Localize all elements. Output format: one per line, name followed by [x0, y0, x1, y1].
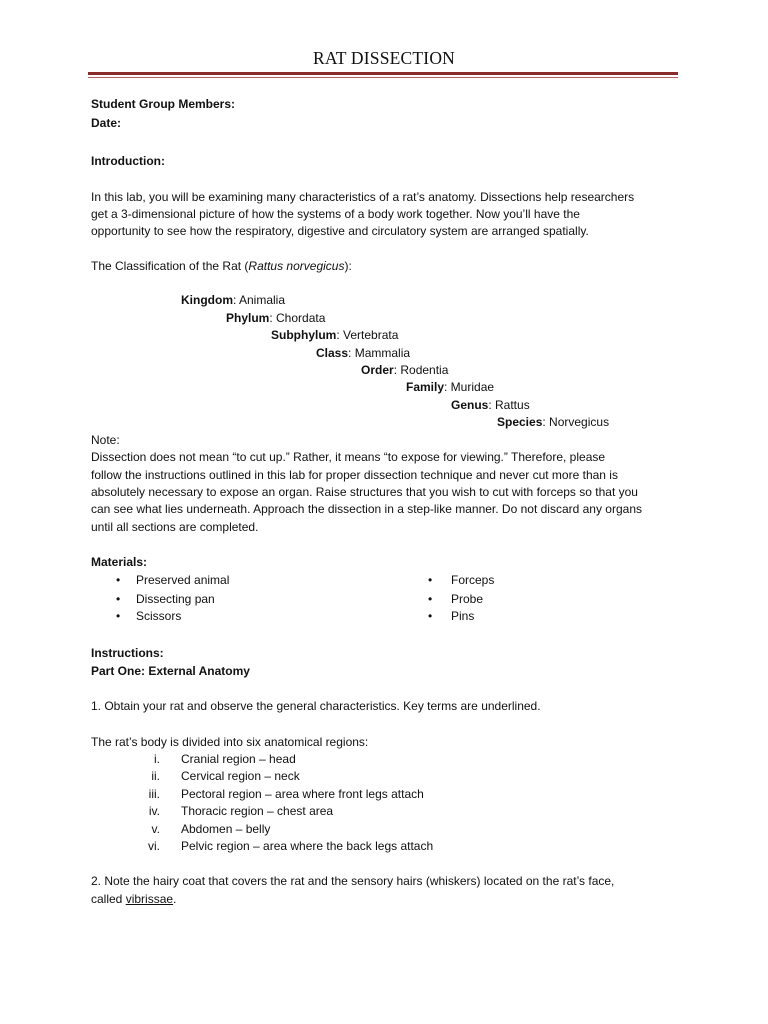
rank-label: Family: [406, 380, 445, 394]
rank-value: : Norvegicus: [542, 415, 610, 429]
rank-species: [497, 414, 609, 431]
material-item: Scissors: [136, 609, 182, 623]
rank-kingdom: [181, 292, 285, 309]
species-name: Rattus norvegicus: [248, 259, 345, 273]
rank-label: Class: [316, 346, 349, 360]
rank-value: : Vertebrata: [336, 328, 399, 342]
material-item: Preserved animal: [136, 573, 230, 587]
region-number: iii.: [148, 787, 160, 801]
rank-label: Subphylum: [271, 328, 337, 342]
title-rule-thin: [88, 77, 678, 78]
classification-prefix: The Classification of the Rat (: [91, 259, 249, 273]
rank-class: [316, 345, 410, 362]
region-number: iv.: [148, 804, 160, 818]
regions-intro: The rat’s body is divided into six anatomical regions:: [91, 735, 369, 749]
step-1: 1. Obtain your rat and observe the general characteristics. Key terms are underlined.: [91, 699, 541, 713]
note-line-1: Dissection does not mean “to cut up.” Rather, it means “to expose for viewing.” Therefore, please: [91, 450, 606, 464]
region-number: vi.: [148, 839, 160, 853]
region-text: Abdomen – belly: [181, 822, 271, 836]
rank-family: [406, 379, 494, 396]
bullet-icon: •: [428, 592, 433, 606]
note-line-2: follow the instructions outlined in this lab for proper dissection technique and never cut more than is: [91, 468, 618, 482]
bullet-icon: •: [116, 609, 121, 623]
rank-label: Genus: [451, 398, 489, 412]
rank-genus: [451, 397, 530, 414]
region-text: Cranial region – head: [181, 752, 296, 766]
title-rule-thick: [88, 72, 678, 75]
note-line-5: until all sections are completed.: [91, 520, 259, 534]
region-number: v.: [151, 822, 160, 836]
material-item: Probe: [451, 592, 484, 606]
materials-heading: Materials:: [91, 555, 148, 569]
part-one-heading: Part One: External Anatomy: [91, 664, 250, 678]
material-item: Dissecting pan: [136, 592, 215, 606]
rank-value: : Chordata: [269, 311, 326, 325]
rank-label: Kingdom: [181, 293, 233, 307]
rank-label: Phylum: [226, 311, 270, 325]
rank-value: : Rodentia: [393, 363, 449, 377]
region-text: Cervical region – neck: [181, 769, 300, 783]
region-number: ii.: [151, 769, 160, 783]
instructions-heading: Instructions:: [91, 646, 164, 660]
bullet-icon: •: [116, 592, 121, 606]
step-2-prefix: called: [91, 892, 126, 906]
bullet-icon: •: [428, 609, 433, 623]
step-2-line-1: 2. Note the hairy coat that covers the rat and the sensory hairs (whiskers) located on the rat’s face,: [91, 874, 615, 888]
intro-line-2: get a 3-dimensional picture of how the systems of a body work together. Now you’ll have the: [91, 207, 580, 221]
step-2-suffix: .: [173, 892, 177, 906]
rank-value: : Muridae: [444, 380, 495, 394]
bullet-icon: •: [428, 573, 433, 587]
rank-value: : Rattus: [488, 398, 530, 412]
material-item: Pins: [451, 609, 475, 623]
classification-intro: [91, 258, 352, 275]
intro-line-1: In this lab, you will be examining many characteristics of a rat’s anatomy. Dissections help researchers: [91, 190, 635, 204]
region-text: Thoracic region – chest area: [181, 804, 334, 818]
key-term-vibrissae: vibrissae: [125, 892, 174, 906]
region-text: Pelvic region – area where the back legs attach: [181, 839, 434, 853]
rank-value: : Animalia: [233, 293, 286, 307]
introduction-heading: Introduction:: [91, 154, 165, 168]
note-label: Note:: [91, 433, 120, 447]
group-members-label: Student Group Members:: [91, 97, 236, 111]
note-line-4: can see what lies underneath. Approach the dissection in a step-like manner. Do not discard any organs: [91, 502, 642, 516]
rank-label: Order: [361, 363, 394, 377]
rank-value: : Mammalia: [348, 346, 411, 360]
date-label: Date:: [91, 116, 122, 130]
classification-suffix: ):: [344, 259, 352, 273]
rank-order: [361, 362, 448, 379]
note-line-3: absolutely necessary to expose an organ. Raise structures that you wish to cut with forceps so that you: [91, 485, 638, 499]
intro-line-3: opportunity to see how the respiratory, digestive and circulatory system are arranged spatially.: [91, 224, 589, 238]
document-title: RAT DISSECTION: [312, 48, 455, 68]
rank-label: Species: [497, 415, 543, 429]
region-text: Pectoral region – area where front legs attach: [181, 787, 424, 801]
bullet-icon: •: [116, 573, 121, 587]
region-number: i.: [154, 752, 160, 766]
rank-subphylum: [271, 327, 398, 344]
rank-phylum: [226, 310, 325, 327]
material-item: Forceps: [451, 573, 495, 587]
step-2-line-2: [91, 891, 176, 908]
